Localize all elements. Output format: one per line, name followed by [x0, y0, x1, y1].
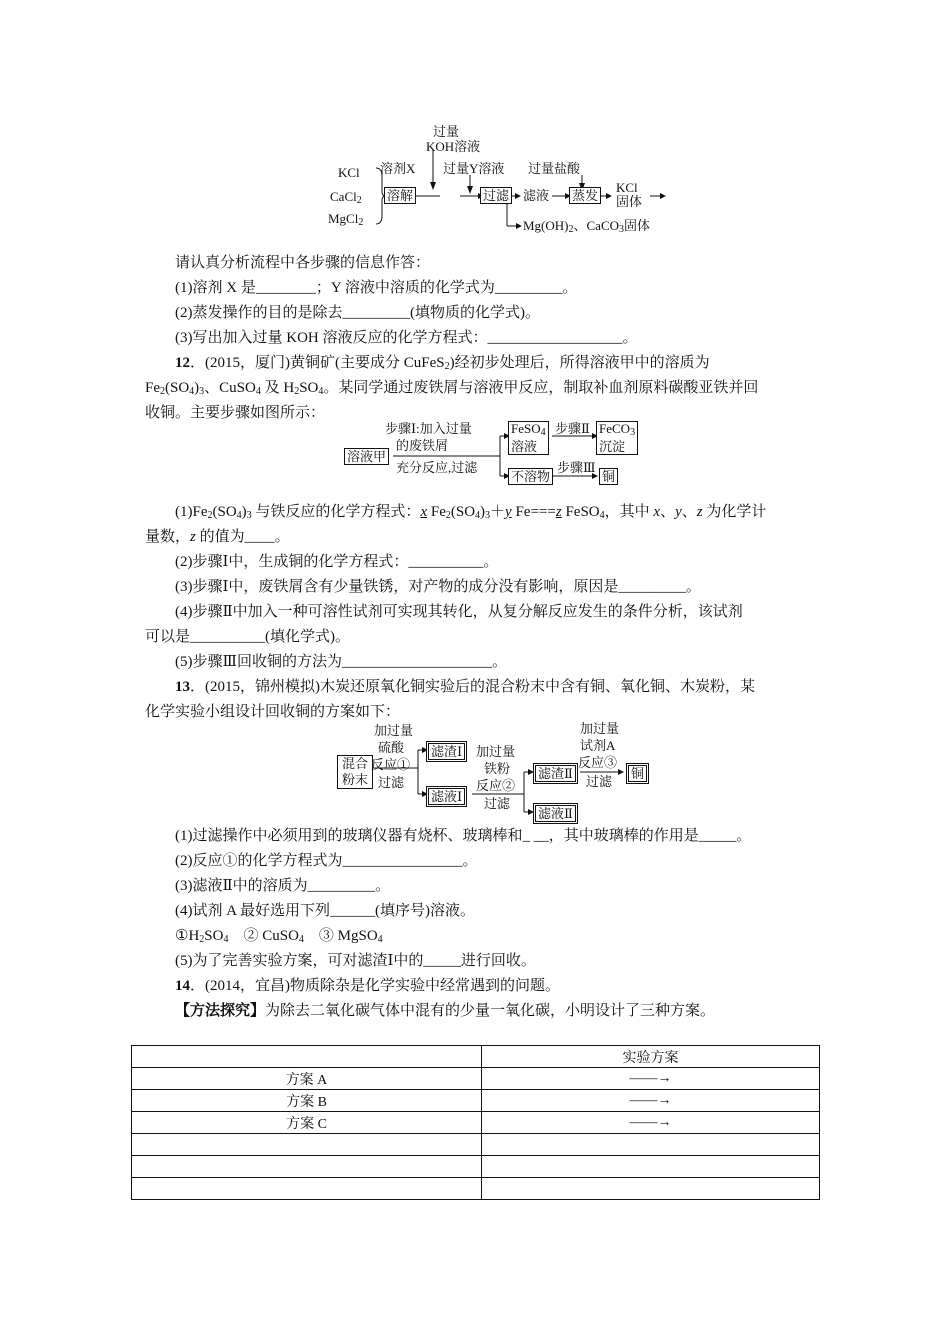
table-row — [132, 1112, 820, 1134]
table-cell — [132, 1178, 482, 1200]
q14-line2-text: 为除去二氧化碳气体中混有的少量一氧化碳，小明设计了三种方案。 — [265, 1003, 716, 1019]
q13-line2: 化学实验小组设计回收铜的方案如下： — [145, 704, 401, 720]
table-cell: ——→ — [482, 1068, 820, 1090]
table-header-cell — [132, 1046, 482, 1068]
table-header-row — [132, 1046, 820, 1068]
q13-part3: (3)滤液Ⅱ中的溶质为_________。 — [175, 878, 391, 894]
reagent-a-label-2: 试剂A — [580, 738, 616, 753]
q13-line1-text: ．(2015，锦州模拟)木炭还原氧化铜实验后的混合粉末中含有铜、氧化铜、木炭粉，某 — [190, 679, 755, 695]
feco3-box: FeCO$_3$ 沉淀 — [596, 421, 638, 455]
method-heading: 【方法探究】 — [175, 1003, 266, 1019]
copper-box-2: 铜 — [626, 763, 649, 784]
step2-label: 步骤Ⅱ — [555, 421, 590, 436]
table-cell: ——→ — [482, 1112, 820, 1134]
table-cell: 方案 A — [132, 1068, 482, 1090]
solution-a-box: 溶液甲 — [344, 448, 389, 465]
q12-line2: $Fe_2(SO_4)_3$、CuSO$_4$ 及 $H_2SO_4$。某同学通过废铁屑与溶液甲反应，制取补血剂原料碳酸亚铁并回 — [145, 380, 759, 397]
solvent-x-label: 溶剂X — [380, 161, 416, 176]
iron-label-1: 加过量 — [476, 744, 516, 759]
feso4-box: FeSO$_4$ 溶液 — [508, 421, 549, 455]
reagent-a-label-1: 加过量 — [580, 721, 620, 736]
filter-label-1: 过滤 — [378, 775, 405, 790]
filter-box: 过滤 — [480, 187, 512, 204]
table-cell: 方案 C — [132, 1112, 482, 1134]
q12-part4-line1: (4)步骤Ⅱ中加入一种可溶性试剂可实现其转化，从复分解反应发生的条件分析，该试剂 — [175, 604, 743, 620]
copper-box: 铜 — [599, 468, 618, 485]
reactant-kcl: KCl — [338, 165, 360, 180]
step1-label-bot: 充分反应,过滤 — [396, 460, 478, 475]
dissolve-box: 溶解 — [384, 187, 416, 204]
q12-part1-line1: $(1)Fe_2(SO_4)_3$ 与铁反应的化学方程式：x $Fe_2(SO_4)_3+y$ Fe===z FeSO$_4$，其中 x、y、z 为化学计 — [175, 504, 767, 521]
hcl-label: 过量盐酸 — [528, 161, 581, 176]
filtrate1-box: 滤液Ⅰ — [426, 786, 467, 807]
table-row — [132, 1178, 820, 1200]
table-cell: ——→ — [482, 1090, 820, 1112]
step1-label-mid: 的废铁屑 — [396, 438, 449, 453]
koh-label: 过量 KOH溶液 — [426, 124, 481, 154]
q13-number: 13 — [175, 679, 190, 695]
q14-line2 — [175, 1001, 715, 1021]
step3-label: 步骤Ⅲ — [557, 460, 596, 475]
y-solution-label: 过量Y溶液 — [443, 161, 505, 176]
residue2-box: 滤渣Ⅱ — [533, 763, 578, 784]
acid-label-1: 加过量 — [374, 723, 414, 738]
q11-part1: (1)溶剂 X 是________；Y 溶液中溶质的化学式为_________。 — [175, 280, 578, 296]
table-row — [132, 1090, 820, 1112]
reactant-cacl2: CaCl$_2$ — [330, 189, 362, 206]
table-cell — [482, 1178, 820, 1200]
q12-part4-line2: 可以是__________(填化学式)。 — [145, 629, 350, 645]
reactant-mgcl2: MgCl$_2$ — [328, 211, 364, 228]
mix-powder-box: 混合粉末 — [337, 755, 373, 789]
filter-label-2: 过滤 — [484, 796, 511, 811]
filter-label-3: 过滤 — [586, 774, 613, 789]
iron-label-2: 铁粉 — [484, 761, 511, 776]
reaction1-label: 反应① — [371, 757, 411, 772]
q11-part2: (2)蒸发操作的目的是除去_________(填物质的化学式)。 — [175, 305, 540, 321]
table-cell — [482, 1156, 820, 1178]
q13-part4: (4)试剂 A 最好选用下列______(填序号)溶液。 — [175, 903, 475, 919]
q13-part5: (5)为了完善实验方案，可对滤渣Ⅰ中的_____进行回收。 — [175, 953, 536, 969]
reaction2-label: 反应② — [476, 778, 516, 793]
filtrate-label: 滤液 — [523, 188, 550, 203]
table-row — [132, 1068, 820, 1090]
q12-part1-line2: 量数，z 的值为____。 — [145, 529, 290, 545]
q13-line1 — [175, 677, 755, 697]
table-cell — [482, 1134, 820, 1156]
q12-part5: (5)步骤Ⅲ回收铜的方法为____________________。 — [175, 654, 507, 670]
q14-line1 — [175, 976, 560, 996]
q13-part4-options: $①H_2SO_4$ ② CuSO$_4$ ③ MgSO$_4$ — [175, 928, 383, 945]
table-cell — [132, 1134, 482, 1156]
table-header-cell: 实验方案 — [482, 1046, 820, 1068]
q14-number: 14 — [175, 978, 190, 994]
q13-part2: (2)反应①的化学方程式为________________。 — [175, 853, 478, 869]
q12-part2: (2)步骤Ⅰ中，生成铜的化学方程式：__________。 — [175, 554, 499, 570]
step1-label-top: 步骤Ⅰ:加入过量 — [385, 421, 472, 436]
q12-line3: 收铜。主要步骤如图所示： — [145, 405, 326, 421]
q12-number: 12 — [175, 355, 190, 371]
residue1-box: 滤渣Ⅰ — [426, 741, 467, 762]
q13-part1: (1)过滤操作中必须用到的玻璃仪器有烧杯、玻璃棒和_ __，其中玻璃棒的作用是_____。 — [175, 828, 752, 844]
q11-part3: (3)写出加入过量 KOH 溶液反应的化学方程式：__________________。 — [175, 330, 638, 346]
precipitate-label: $Mg(OH)_2$、CaCO$_3$固体 — [523, 218, 651, 235]
q12-line1: 12．(2015，厦门)黄铜矿(主要成分 CuFeS$_2$)经初步处理后，所得溶液甲中的溶质为 — [175, 355, 710, 372]
q14-line1-text: ．(2014，宜昌)物质除杂是化学实验中经常遇到的问题。 — [190, 978, 560, 994]
table-row — [132, 1156, 820, 1178]
insoluble-box: 不溶物 — [508, 468, 553, 485]
acid-label-2: 硫酸 — [378, 740, 405, 755]
q12-part3: (3)步骤Ⅰ中，废铁屑含有少量铁锈，对产物的成分没有影响，原因是_________。 — [175, 579, 701, 595]
reaction3-label: 反应③ — [578, 755, 618, 770]
table-cell: 方案 B — [132, 1090, 482, 1112]
kcl-solid-label: KCl 固体 — [616, 180, 643, 209]
table-row — [132, 1134, 820, 1156]
table-cell — [132, 1156, 482, 1178]
filtrate2-box: 滤液Ⅱ — [533, 803, 578, 824]
scheme-table — [131, 1045, 820, 1200]
q11-intro: 请认真分析流程中各步骤的信息作答： — [175, 255, 431, 271]
evaporate-box: 蒸发 — [569, 187, 601, 204]
